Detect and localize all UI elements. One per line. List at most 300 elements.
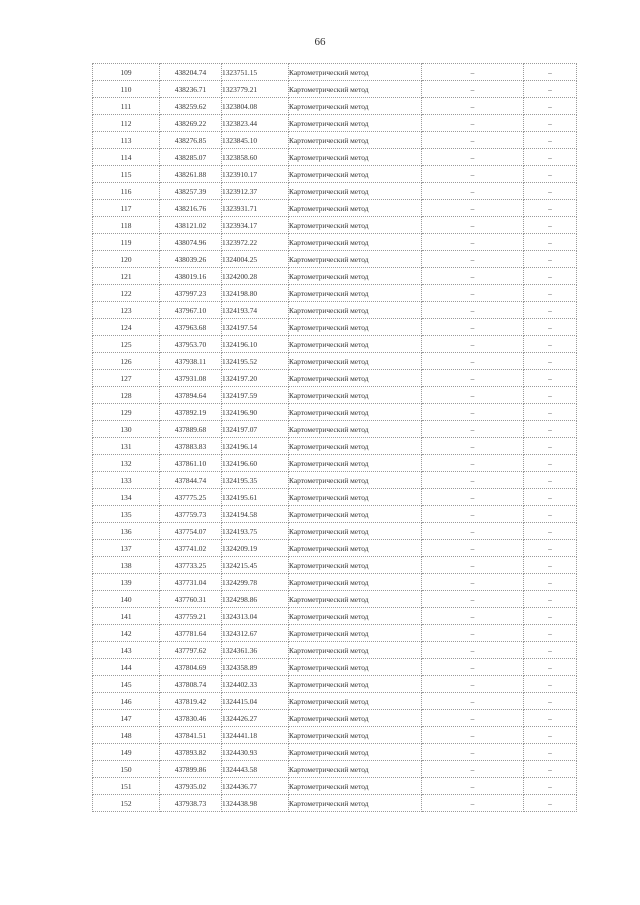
x-coordinate-cell: 437899.86 <box>160 761 222 778</box>
point-number-cell: 142 <box>93 625 160 642</box>
x-coordinate-cell: 437819.42 <box>160 693 222 710</box>
description-cell: – <box>524 523 577 540</box>
y-coordinate-cell: 1324194.58 <box>222 506 289 523</box>
point-number-cell: 148 <box>93 727 160 744</box>
point-number-cell: 126 <box>93 353 160 370</box>
table-row <box>93 115 577 132</box>
table-row <box>93 404 577 421</box>
y-coordinate-cell: 1323858.60 <box>222 149 289 166</box>
method-cell: Картометрический метод <box>289 370 422 387</box>
description-cell: – <box>524 472 577 489</box>
point-number-cell: 149 <box>93 744 160 761</box>
description-cell: – <box>524 540 577 557</box>
table-row <box>93 625 577 642</box>
x-coordinate-cell: 438236.71 <box>160 81 222 98</box>
accuracy-cell: – <box>422 489 524 506</box>
point-number-cell: 139 <box>93 574 160 591</box>
y-coordinate-cell: 1324197.54 <box>222 319 289 336</box>
table-row <box>93 761 577 778</box>
y-coordinate-cell: 1324196.10 <box>222 336 289 353</box>
y-coordinate-cell: 1324198.80 <box>222 285 289 302</box>
accuracy-cell: – <box>422 642 524 659</box>
y-coordinate-cell: 1324402.33 <box>222 676 289 693</box>
method-cell: Картометрический метод <box>289 540 422 557</box>
point-number-cell: 136 <box>93 523 160 540</box>
accuracy-cell: – <box>422 98 524 115</box>
point-number-cell: 110 <box>93 81 160 98</box>
point-number-cell: 118 <box>93 217 160 234</box>
x-coordinate-cell: 437775.25 <box>160 489 222 506</box>
point-number-cell: 127 <box>93 370 160 387</box>
method-cell: Картометрический метод <box>289 676 422 693</box>
point-number-cell: 112 <box>93 115 160 132</box>
accuracy-cell: – <box>422 761 524 778</box>
method-cell: Картометрический метод <box>289 285 422 302</box>
y-coordinate-cell: 1323823.44 <box>222 115 289 132</box>
x-coordinate-cell: 438204.74 <box>160 64 222 81</box>
accuracy-cell: – <box>422 302 524 319</box>
table-row <box>93 166 577 183</box>
x-coordinate-cell: 437893.82 <box>160 744 222 761</box>
point-number-cell: 125 <box>93 336 160 353</box>
y-coordinate-cell: 1323845.10 <box>222 132 289 149</box>
description-cell: – <box>524 455 577 472</box>
y-coordinate-cell: 1324441.18 <box>222 727 289 744</box>
method-cell: Картометрический метод <box>289 183 422 200</box>
x-coordinate-cell: 438074.96 <box>160 234 222 251</box>
y-coordinate-cell: 1324430.93 <box>222 744 289 761</box>
accuracy-cell: – <box>422 421 524 438</box>
accuracy-cell: – <box>422 608 524 625</box>
table-row <box>93 608 577 625</box>
y-coordinate-cell: 1323910.17 <box>222 166 289 183</box>
table-row <box>93 234 577 251</box>
x-coordinate-cell: 437733.25 <box>160 557 222 574</box>
description-cell: – <box>524 217 577 234</box>
y-coordinate-cell: 1324195.35 <box>222 472 289 489</box>
y-coordinate-cell: 1324358.89 <box>222 659 289 676</box>
y-coordinate-cell: 1324415.04 <box>222 693 289 710</box>
method-cell: Картометрический метод <box>289 387 422 404</box>
accuracy-cell: – <box>422 438 524 455</box>
table-row <box>93 98 577 115</box>
method-cell: Картометрический метод <box>289 149 422 166</box>
table-row <box>93 319 577 336</box>
point-number-cell: 115 <box>93 166 160 183</box>
x-coordinate-cell: 437759.73 <box>160 506 222 523</box>
point-number-cell: 124 <box>93 319 160 336</box>
table-row <box>93 285 577 302</box>
description-cell: – <box>524 183 577 200</box>
description-cell: – <box>524 625 577 642</box>
accuracy-cell: – <box>422 285 524 302</box>
point-number-cell: 144 <box>93 659 160 676</box>
accuracy-cell: – <box>422 183 524 200</box>
x-coordinate-cell: 438261.88 <box>160 166 222 183</box>
description-cell: – <box>524 778 577 795</box>
point-number-cell: 133 <box>93 472 160 489</box>
point-number-cell: 109 <box>93 64 160 81</box>
page-number: 66 <box>314 36 326 48</box>
method-cell: Картометрический метод <box>289 234 422 251</box>
y-coordinate-cell: 1323912.37 <box>222 183 289 200</box>
y-coordinate-cell: 1323931.71 <box>222 200 289 217</box>
method-cell: Картометрический метод <box>289 217 422 234</box>
description-cell: – <box>524 81 577 98</box>
accuracy-cell: – <box>422 81 524 98</box>
table-row <box>93 795 577 812</box>
method-cell: Картометрический метод <box>289 115 422 132</box>
point-number-cell: 137 <box>93 540 160 557</box>
y-coordinate-cell: 1324443.58 <box>222 761 289 778</box>
method-cell: Картометрический метод <box>289 251 422 268</box>
x-coordinate-cell: 437808.74 <box>160 676 222 693</box>
description-cell: – <box>524 608 577 625</box>
point-number-cell: 113 <box>93 132 160 149</box>
point-number-cell: 122 <box>93 285 160 302</box>
description-cell: – <box>524 149 577 166</box>
table-row <box>93 710 577 727</box>
point-number-cell: 131 <box>93 438 160 455</box>
x-coordinate-cell: 438259.62 <box>160 98 222 115</box>
y-coordinate-cell: 1323934.17 <box>222 217 289 234</box>
x-coordinate-cell: 437889.68 <box>160 421 222 438</box>
table-row <box>93 489 577 506</box>
description-cell: – <box>524 761 577 778</box>
table-row <box>93 557 577 574</box>
description-cell: – <box>524 370 577 387</box>
x-coordinate-cell: 437931.08 <box>160 370 222 387</box>
method-cell: Картометрический метод <box>289 64 422 81</box>
accuracy-cell: – <box>422 268 524 285</box>
table-row <box>93 370 577 387</box>
x-coordinate-cell: 438269.22 <box>160 115 222 132</box>
method-cell: Картометрический метод <box>289 81 422 98</box>
method-cell: Картометрический метод <box>289 98 422 115</box>
table-row <box>93 506 577 523</box>
table-row <box>93 744 577 761</box>
point-number-cell: 152 <box>93 795 160 812</box>
y-coordinate-cell: 1324312.67 <box>222 625 289 642</box>
accuracy-cell: – <box>422 370 524 387</box>
x-coordinate-cell: 437892.19 <box>160 404 222 421</box>
accuracy-cell: – <box>422 115 524 132</box>
point-number-cell: 146 <box>93 693 160 710</box>
table-row <box>93 64 577 81</box>
x-coordinate-cell: 437760.31 <box>160 591 222 608</box>
method-cell: Картометрический метод <box>289 200 422 217</box>
description-cell: – <box>524 285 577 302</box>
point-number-cell: 119 <box>93 234 160 251</box>
point-number-cell: 140 <box>93 591 160 608</box>
method-cell: Картометрический метод <box>289 132 422 149</box>
table-row <box>93 132 577 149</box>
description-cell: – <box>524 574 577 591</box>
description-cell: – <box>524 302 577 319</box>
accuracy-cell: – <box>422 336 524 353</box>
method-cell: Картометрический метод <box>289 659 422 676</box>
point-number-cell: 111 <box>93 98 160 115</box>
accuracy-cell: – <box>422 472 524 489</box>
accuracy-cell: – <box>422 727 524 744</box>
table-row <box>93 659 577 676</box>
x-coordinate-cell: 438039.26 <box>160 251 222 268</box>
y-coordinate-cell: 1324436.77 <box>222 778 289 795</box>
accuracy-cell: – <box>422 523 524 540</box>
point-number-cell: 121 <box>93 268 160 285</box>
method-cell: Картометрический метод <box>289 642 422 659</box>
y-coordinate-cell: 1324438.98 <box>222 795 289 812</box>
x-coordinate-cell: 437804.69 <box>160 659 222 676</box>
y-coordinate-cell: 1324197.59 <box>222 387 289 404</box>
accuracy-cell: – <box>422 64 524 81</box>
description-cell: – <box>524 642 577 659</box>
accuracy-cell: – <box>422 404 524 421</box>
y-coordinate-cell: 1324196.14 <box>222 438 289 455</box>
method-cell: Картометрический метод <box>289 319 422 336</box>
x-coordinate-cell: 437781.64 <box>160 625 222 642</box>
y-coordinate-cell: 1324426.27 <box>222 710 289 727</box>
method-cell: Картометрический метод <box>289 336 422 353</box>
description-cell: – <box>524 132 577 149</box>
point-number-cell: 138 <box>93 557 160 574</box>
accuracy-cell: – <box>422 778 524 795</box>
x-coordinate-cell: 437935.02 <box>160 778 222 795</box>
table-row <box>93 183 577 200</box>
method-cell: Картометрический метод <box>289 795 422 812</box>
table-row <box>93 302 577 319</box>
accuracy-cell: – <box>422 251 524 268</box>
accuracy-cell: – <box>422 319 524 336</box>
method-cell: Картометрический метод <box>289 778 422 795</box>
y-coordinate-cell: 1324196.60 <box>222 455 289 472</box>
description-cell: – <box>524 319 577 336</box>
y-coordinate-cell: 1323779.21 <box>222 81 289 98</box>
method-cell: Картометрический метод <box>289 472 422 489</box>
accuracy-cell: – <box>422 693 524 710</box>
x-coordinate-cell: 437953.70 <box>160 336 222 353</box>
description-cell: – <box>524 795 577 812</box>
accuracy-cell: – <box>422 795 524 812</box>
y-coordinate-cell: 1323751.15 <box>222 64 289 81</box>
x-coordinate-cell: 437844.74 <box>160 472 222 489</box>
accuracy-cell: – <box>422 574 524 591</box>
table-row <box>93 217 577 234</box>
point-number-cell: 114 <box>93 149 160 166</box>
x-coordinate-cell: 437841.51 <box>160 727 222 744</box>
accuracy-cell: – <box>422 353 524 370</box>
description-cell: – <box>524 710 577 727</box>
method-cell: Картометрический метод <box>289 727 422 744</box>
table-row <box>93 472 577 489</box>
accuracy-cell: – <box>422 132 524 149</box>
accuracy-cell: – <box>422 455 524 472</box>
description-cell: – <box>524 115 577 132</box>
point-number-cell: 141 <box>93 608 160 625</box>
description-cell: – <box>524 676 577 693</box>
x-coordinate-cell: 438216.76 <box>160 200 222 217</box>
point-number-cell: 129 <box>93 404 160 421</box>
table-row <box>93 676 577 693</box>
y-coordinate-cell: 1324313.04 <box>222 608 289 625</box>
method-cell: Картометрический метод <box>289 608 422 625</box>
accuracy-cell: – <box>422 234 524 251</box>
method-cell: Картометрический метод <box>289 625 422 642</box>
table-row <box>93 336 577 353</box>
x-coordinate-cell: 438276.85 <box>160 132 222 149</box>
x-coordinate-cell: 437997.23 <box>160 285 222 302</box>
accuracy-cell: – <box>422 200 524 217</box>
x-coordinate-cell: 437830.46 <box>160 710 222 727</box>
accuracy-cell: – <box>422 166 524 183</box>
table-row <box>93 421 577 438</box>
method-cell: Картометрический метод <box>289 693 422 710</box>
x-coordinate-cell: 437741.02 <box>160 540 222 557</box>
point-number-cell: 130 <box>93 421 160 438</box>
accuracy-cell: – <box>422 506 524 523</box>
table-row <box>93 778 577 795</box>
accuracy-cell: – <box>422 217 524 234</box>
method-cell: Картометрический метод <box>289 523 422 540</box>
point-number-cell: 145 <box>93 676 160 693</box>
y-coordinate-cell: 1324215.45 <box>222 557 289 574</box>
x-coordinate-cell: 437938.73 <box>160 795 222 812</box>
description-cell: – <box>524 251 577 268</box>
accuracy-cell: – <box>422 625 524 642</box>
description-cell: – <box>524 744 577 761</box>
y-coordinate-cell: 1324200.28 <box>222 268 289 285</box>
x-coordinate-cell: 437938.11 <box>160 353 222 370</box>
x-coordinate-cell: 437883.83 <box>160 438 222 455</box>
method-cell: Картометрический метод <box>289 744 422 761</box>
point-number-cell: 120 <box>93 251 160 268</box>
point-number-cell: 134 <box>93 489 160 506</box>
accuracy-cell: – <box>422 387 524 404</box>
x-coordinate-cell: 437967.10 <box>160 302 222 319</box>
description-cell: – <box>524 659 577 676</box>
y-coordinate-cell: 1323804.08 <box>222 98 289 115</box>
y-coordinate-cell: 1324195.52 <box>222 353 289 370</box>
table-row <box>93 268 577 285</box>
description-cell: – <box>524 693 577 710</box>
x-coordinate-cell: 437963.68 <box>160 319 222 336</box>
description-cell: – <box>524 506 577 523</box>
description-cell: – <box>524 727 577 744</box>
table-row <box>93 455 577 472</box>
point-number-cell: 123 <box>93 302 160 319</box>
y-coordinate-cell: 1324193.75 <box>222 523 289 540</box>
accuracy-cell: – <box>422 676 524 693</box>
method-cell: Картометрический метод <box>289 557 422 574</box>
y-coordinate-cell: 1324361.36 <box>222 642 289 659</box>
table-row <box>93 81 577 98</box>
method-cell: Картометрический метод <box>289 268 422 285</box>
description-cell: – <box>524 336 577 353</box>
table-row <box>93 438 577 455</box>
y-coordinate-cell: 1324209.19 <box>222 540 289 557</box>
table-row <box>93 727 577 744</box>
point-number-cell: 147 <box>93 710 160 727</box>
description-cell: – <box>524 489 577 506</box>
table-row <box>93 642 577 659</box>
x-coordinate-cell: 438019.16 <box>160 268 222 285</box>
table-row <box>93 540 577 557</box>
point-number-cell: 128 <box>93 387 160 404</box>
method-cell: Картометрический метод <box>289 591 422 608</box>
x-coordinate-cell: 438285.07 <box>160 149 222 166</box>
method-cell: Картометрический метод <box>289 710 422 727</box>
x-coordinate-cell: 437797.62 <box>160 642 222 659</box>
point-number-cell: 116 <box>93 183 160 200</box>
x-coordinate-cell: 437754.07 <box>160 523 222 540</box>
description-cell: – <box>524 98 577 115</box>
y-coordinate-cell: 1324298.86 <box>222 591 289 608</box>
method-cell: Картометрический метод <box>289 506 422 523</box>
table-row <box>93 200 577 217</box>
method-cell: Картометрический метод <box>289 455 422 472</box>
description-cell: – <box>524 234 577 251</box>
y-coordinate-cell: 1324196.90 <box>222 404 289 421</box>
method-cell: Картометрический метод <box>289 489 422 506</box>
accuracy-cell: – <box>422 591 524 608</box>
accuracy-cell: – <box>422 557 524 574</box>
description-cell: – <box>524 557 577 574</box>
table-row <box>93 523 577 540</box>
description-cell: – <box>524 421 577 438</box>
accuracy-cell: – <box>422 659 524 676</box>
point-number-cell: 151 <box>93 778 160 795</box>
y-coordinate-cell: 1324299.78 <box>222 574 289 591</box>
table-row <box>93 693 577 710</box>
description-cell: – <box>524 387 577 404</box>
y-coordinate-cell: 1324193.74 <box>222 302 289 319</box>
point-number-cell: 117 <box>93 200 160 217</box>
table-row <box>93 149 577 166</box>
method-cell: Картометрический метод <box>289 421 422 438</box>
description-cell: – <box>524 438 577 455</box>
x-coordinate-cell: 437894.64 <box>160 387 222 404</box>
coordinates-table <box>92 63 577 812</box>
x-coordinate-cell: 437731.04 <box>160 574 222 591</box>
x-coordinate-cell: 438121.02 <box>160 217 222 234</box>
x-coordinate-cell: 437759.21 <box>160 608 222 625</box>
x-coordinate-cell: 438257.39 <box>160 183 222 200</box>
accuracy-cell: – <box>422 149 524 166</box>
accuracy-cell: – <box>422 710 524 727</box>
table-row <box>93 387 577 404</box>
method-cell: Картометрический метод <box>289 302 422 319</box>
method-cell: Картометрический метод <box>289 404 422 421</box>
table-row <box>93 591 577 608</box>
point-number-cell: 132 <box>93 455 160 472</box>
description-cell: – <box>524 166 577 183</box>
method-cell: Картометрический метод <box>289 761 422 778</box>
description-cell: – <box>524 268 577 285</box>
method-cell: Картометрический метод <box>289 166 422 183</box>
description-cell: – <box>524 353 577 370</box>
accuracy-cell: – <box>422 744 524 761</box>
method-cell: Картометрический метод <box>289 574 422 591</box>
y-coordinate-cell: 1324195.61 <box>222 489 289 506</box>
table-row <box>93 353 577 370</box>
table-row <box>93 251 577 268</box>
x-coordinate-cell: 437861.10 <box>160 455 222 472</box>
point-number-cell: 135 <box>93 506 160 523</box>
y-coordinate-cell: 1324197.07 <box>222 421 289 438</box>
description-cell: – <box>524 200 577 217</box>
y-coordinate-cell: 1324004.25 <box>222 251 289 268</box>
accuracy-cell: – <box>422 540 524 557</box>
